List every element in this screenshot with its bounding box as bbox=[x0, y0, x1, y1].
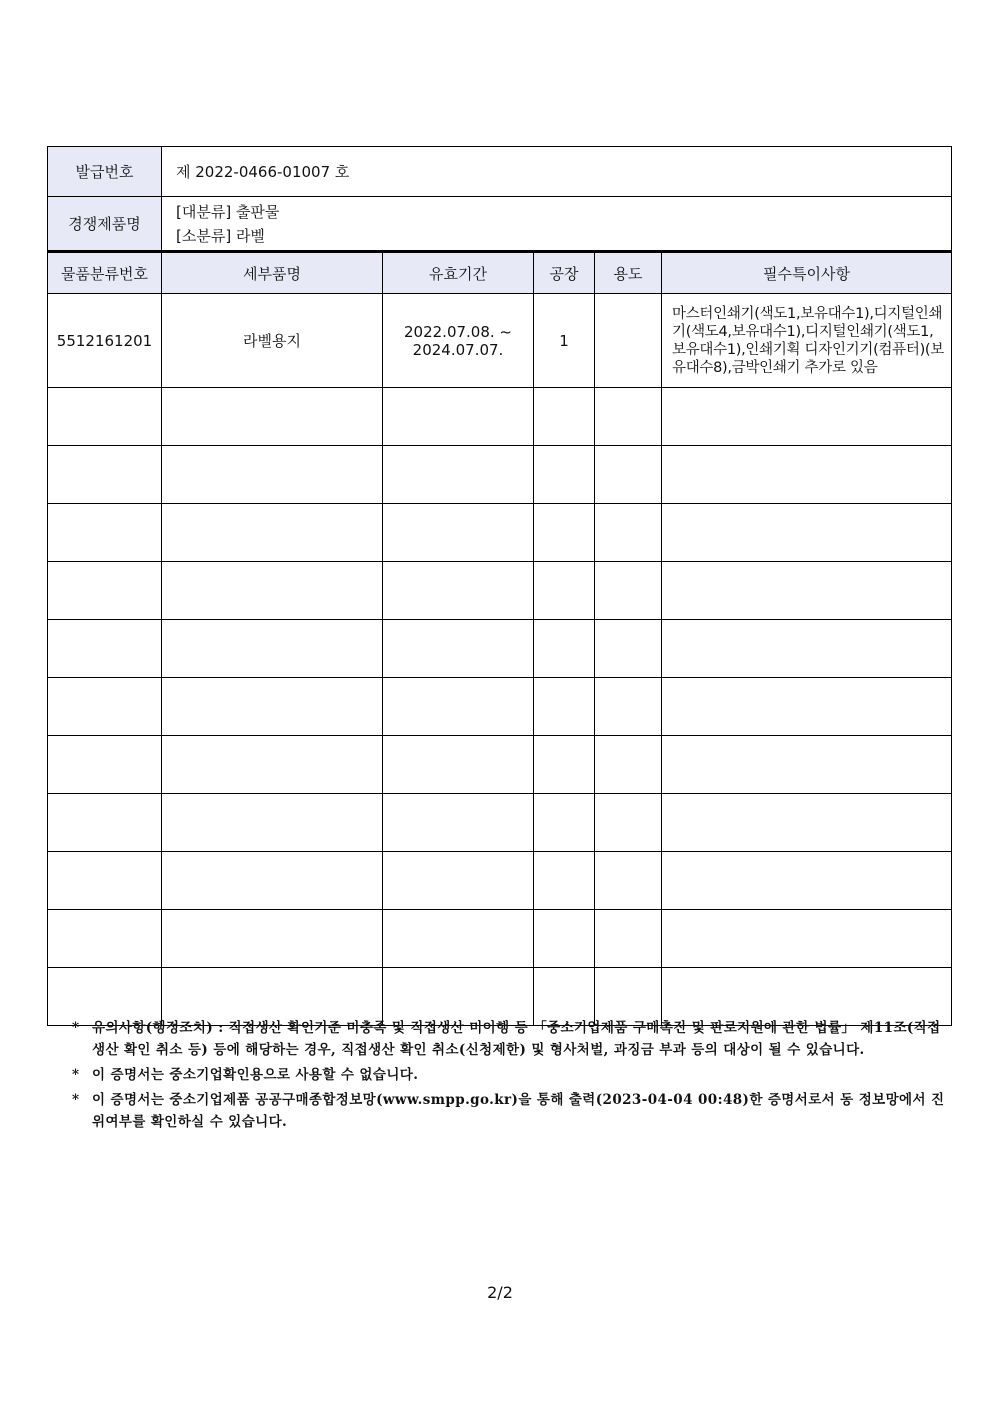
asterisk-icon: * bbox=[72, 1067, 80, 1083]
notice-not-for-sme-verification bbox=[72, 1064, 952, 1086]
page-number: 2/2 bbox=[487, 1283, 513, 1302]
empty-table-row bbox=[48, 736, 952, 794]
empty-table-row bbox=[48, 678, 952, 736]
product-classification bbox=[162, 197, 952, 251]
major-class: [대분류] 출판물 bbox=[176, 202, 280, 221]
table-row bbox=[48, 294, 952, 388]
empty-table-row bbox=[48, 620, 952, 678]
header-usage: 용도 bbox=[595, 252, 662, 294]
asterisk-icon: * bbox=[72, 1020, 80, 1036]
issue-number-label: 발급번호 bbox=[48, 147, 162, 197]
special-notes-cell: 마스터인쇄기(색도1,보유대수1),디지털인쇄기(색도4,보유대수1),디지털인쇄기(색도1,보유대수1),인쇄기획 디자인기기(컴퓨터)(보유대수8),금박인쇄기 추가로 있음 bbox=[662, 294, 952, 388]
notice-authenticity-check bbox=[72, 1089, 952, 1133]
notice-text: 이 증명서는 중소기업제품 공공구매종합정보망(www.smpp.go.kr)을 통해 출력(2023-04-04 00:48)한 증명서로서 동 정보망에서 진위여부를 확인하실 수 있습니다. bbox=[92, 1092, 945, 1130]
product-name-label: 경쟁제품명 bbox=[48, 197, 162, 251]
empty-table-row bbox=[48, 446, 952, 504]
notice-text: 유의사항(행정조치) : 직접생산 확인기준 미충족 및 직접생산 미이행 등 「중소기업제품 구매촉진 및 판로지원에 관한 법률」 제11조(직접생산 확인 취소 등) 등에 해당하는 경우, 직접생산 확인 취소(신청제한) 및 형사처벌, 과징금 부과 등의 대상이 될 수 있습니다. bbox=[92, 1020, 941, 1058]
certificate-header-table bbox=[47, 146, 952, 251]
notices-section bbox=[72, 1017, 952, 1136]
asterisk-icon: * bbox=[72, 1092, 80, 1108]
empty-table-row bbox=[48, 388, 952, 446]
classification-number-cell: 5512161201 bbox=[48, 294, 162, 388]
header-factory: 공장 bbox=[534, 252, 595, 294]
product-items-table bbox=[47, 251, 952, 1026]
factory-cell: 1 bbox=[534, 294, 595, 388]
notice-administrative-action bbox=[72, 1017, 952, 1061]
empty-table-row bbox=[48, 852, 952, 910]
usage-cell bbox=[595, 294, 662, 388]
item-name-cell: 라벨용지 bbox=[162, 294, 383, 388]
issue-number-value: 제 2022-0466-01007 호 bbox=[162, 147, 952, 197]
header-classification-number: 물품분류번호 bbox=[48, 252, 162, 294]
validity-period-cell bbox=[383, 294, 534, 388]
empty-table-row bbox=[48, 910, 952, 968]
notice-text: 이 증명서는 중소기업확인용으로 사용할 수 없습니다. bbox=[92, 1067, 419, 1083]
validity-start: 2022.07.08. ~ bbox=[404, 322, 512, 341]
header-item-name: 세부품명 bbox=[162, 252, 383, 294]
validity-end: 2024.07.07. bbox=[412, 340, 504, 359]
empty-table-row bbox=[48, 794, 952, 852]
header-validity-period: 유효기간 bbox=[383, 252, 534, 294]
empty-table-row bbox=[48, 562, 952, 620]
minor-class: [소분류] 라벨 bbox=[176, 226, 265, 245]
header-special-notes: 필수특이사항 bbox=[662, 252, 952, 294]
empty-table-row bbox=[48, 504, 952, 562]
